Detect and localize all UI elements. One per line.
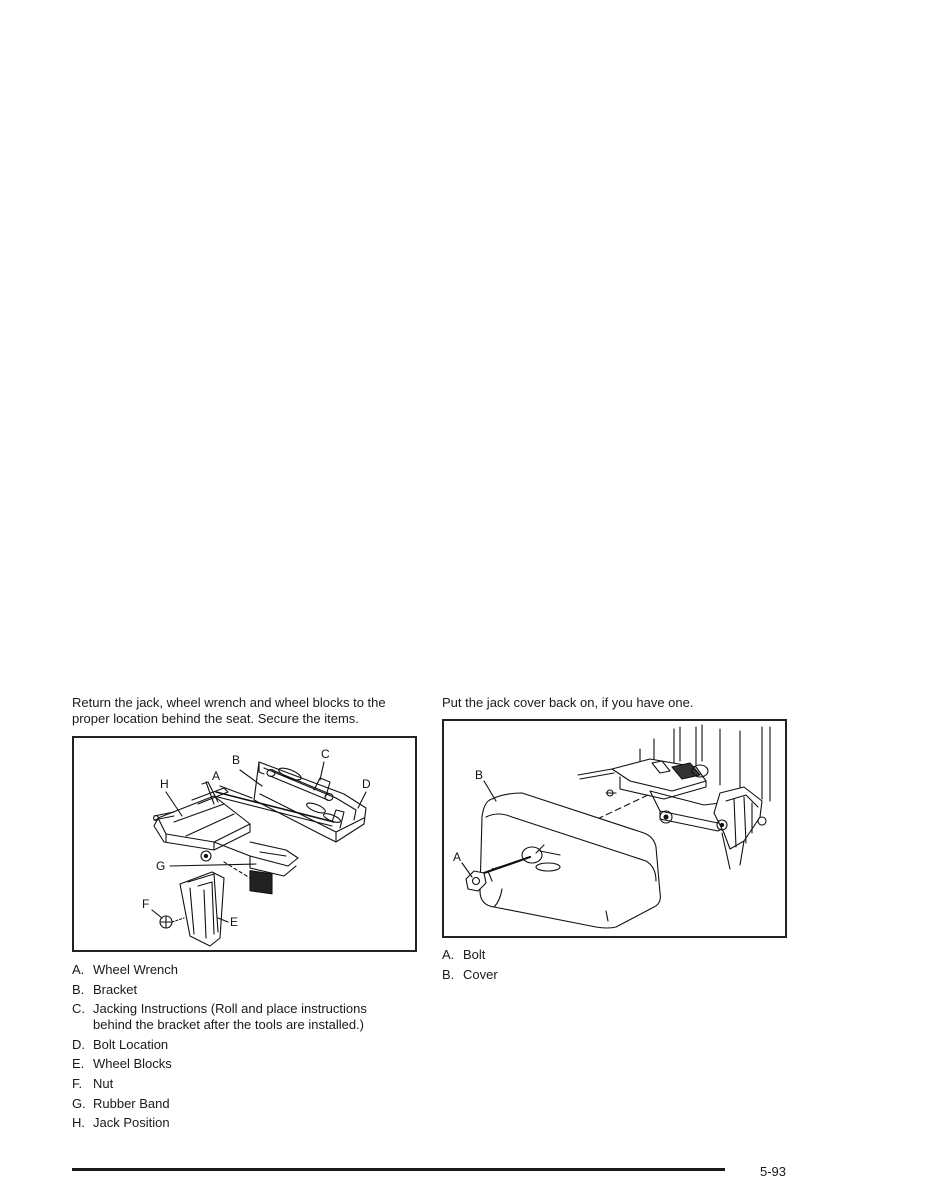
left-legend-list: [72, 962, 402, 1135]
legend-item: [72, 1056, 402, 1072]
figure-label-b: B: [475, 768, 484, 782]
legend-key: H.: [72, 1115, 85, 1131]
left-intro-text: Return the jack, wheel wrench and wheel blocks to the proper location behind the seat. Secure the items.: [72, 695, 386, 726]
legend-key: A.: [442, 947, 455, 962]
legend-item: [72, 1115, 402, 1131]
legend-item: [72, 1037, 402, 1053]
jack-stowage-figure: [72, 736, 417, 952]
legend-key: C.: [72, 1001, 85, 1017]
page-number: 5-93: [760, 1164, 787, 1179]
legend-text: Wheel Blocks: [93, 1056, 172, 1072]
legend-key: G.: [72, 1095, 86, 1111]
legend-item: [72, 1001, 402, 1033]
jack-cover-illustration: [444, 721, 785, 936]
figure-label-a: A: [212, 769, 221, 783]
figure-label-h: H: [160, 777, 169, 791]
figure-label-f: F: [142, 897, 150, 911]
figure-label-g: G: [156, 859, 166, 873]
figure-label-b: B: [232, 753, 241, 767]
legend-item: [442, 947, 772, 963]
legend-key: A.: [72, 962, 85, 977]
legend-item: [442, 967, 772, 983]
legend-text: Bracket: [93, 981, 138, 997]
legend-key: B.: [442, 966, 455, 982]
jack-stowage-illustration: [74, 738, 415, 950]
figure-label-a: A: [453, 850, 462, 864]
figure-label-d: D: [362, 777, 371, 791]
legend-key: F.: [72, 1075, 83, 1091]
legend-key: E.: [72, 1056, 85, 1072]
jack-cover-figure: [442, 719, 787, 938]
figure-label-c: C: [321, 747, 330, 761]
legend-key: D.: [72, 1036, 85, 1052]
legend-text: Nut: [93, 1075, 114, 1091]
right-legend-list: [442, 947, 772, 986]
legend-text: Jacking Instructions (Roll and place instructions behind the bracket after the tools are installed.): [93, 1001, 367, 1033]
legend-item: [72, 982, 402, 998]
legend-text: Cover: [463, 966, 498, 982]
legend-item: [72, 1096, 402, 1112]
legend-text: Rubber Band: [93, 1095, 170, 1111]
legend-text: Jack Position: [93, 1115, 170, 1131]
legend-item: [72, 1076, 402, 1092]
legend-key: B.: [72, 981, 85, 997]
footer-rule: [72, 1168, 725, 1171]
figure-label-e: E: [230, 915, 239, 929]
legend-text: Wheel Wrench: [93, 962, 179, 977]
legend-text: Bolt Location: [93, 1036, 169, 1052]
legend-item: [72, 962, 402, 978]
legend-text: Bolt: [463, 947, 486, 962]
right-intro-text: Put the jack cover back on, if you have one.: [442, 695, 694, 710]
